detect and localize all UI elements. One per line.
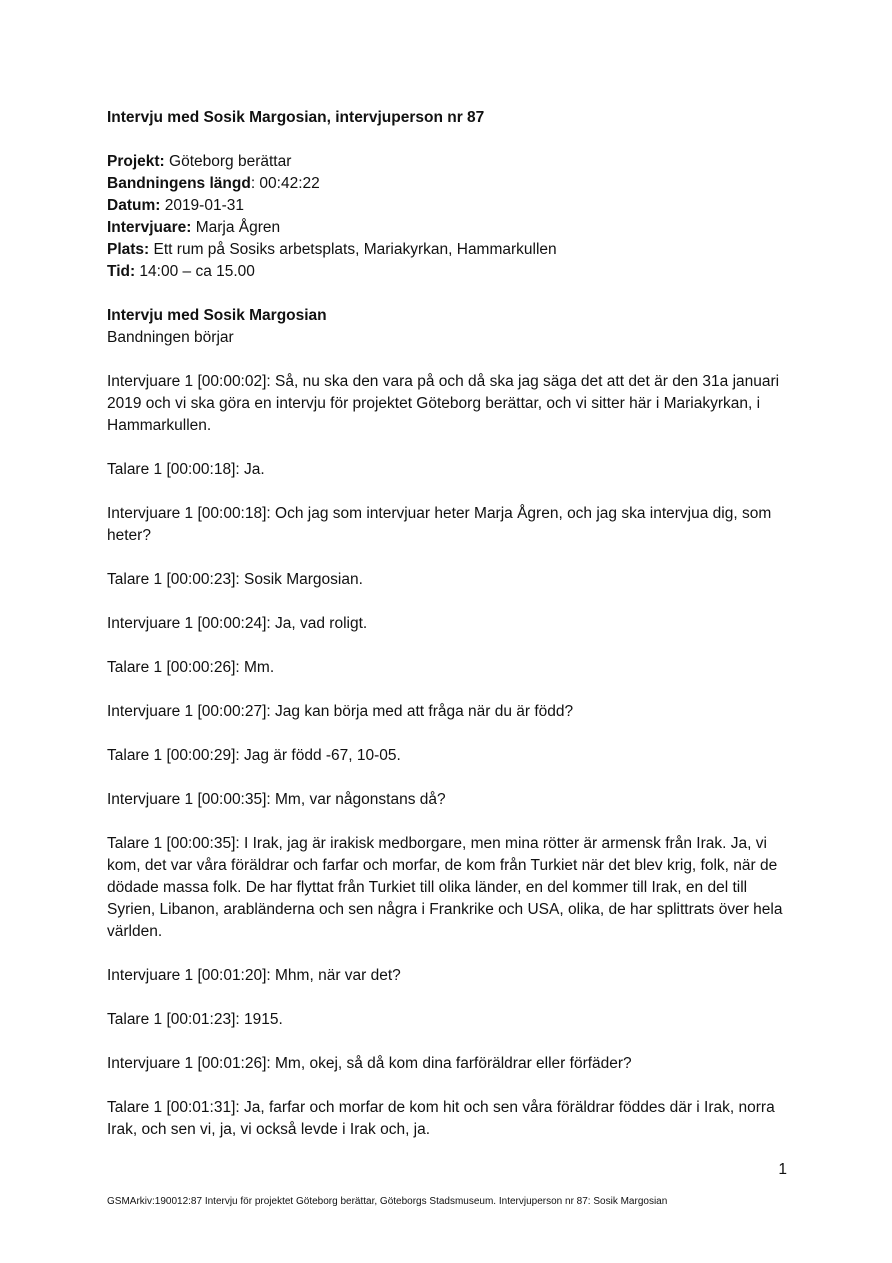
- meta-time: [107, 261, 797, 283]
- meta-label: Tid:: [107, 263, 136, 280]
- meta-value: Göteborg berättar: [164, 153, 292, 170]
- transcript-turn: Intervjuare 1 [00:00:35]: Mm, var någonstans då?: [107, 791, 446, 808]
- transcript-turn: Talare 1 [00:00:35]: I Irak, jag är irakisk medborgare, men mina rötter är armensk från Irak. Ja, vi kom, det var våra föräldrar och farfar och morfar, de kom från Turkiet när det blev krig, folk, när de dödade massa folk. De har flyttat från Turkiet till olika länder, en del kommer till Irak, en del till Syrien, Libanon, arabländerna och sen några i Frankrike och USA, olika, de har splittrats över hela världen.: [107, 835, 783, 940]
- meta-label: Intervjuare:: [107, 219, 192, 236]
- meta-label: Bandningens längd: [107, 175, 251, 192]
- document-body: [107, 107, 797, 1163]
- meta-project: [107, 151, 797, 173]
- transcript-turn: Talare 1 [00:00:26]: Mm.: [107, 659, 275, 676]
- meta-value: 2019-01-31: [160, 197, 244, 214]
- transcript-turn: Intervjuare 1 [00:00:02]: Så, nu ska den vara på och då ska jag säga det att det är den 31a januari 2019 och vi ska göra en intervju för projektet Göteborg berättar, och vi sitter här i Mariakyrkan, i Hammarkullen.: [107, 373, 780, 434]
- meta-value: Marja Ågren: [191, 219, 281, 236]
- transcript-turn: Talare 1 [00:01:31]: Ja, farfar och morfar de kom hit och sen våra föräldrar föddes där i Irak, norra Irak, och sen vi, ja, vi också levde i Irak och, ja.: [107, 1099, 775, 1138]
- meta-label: Datum:: [107, 197, 161, 214]
- interview-metadata: [107, 151, 797, 283]
- transcript-turn: Talare 1 [00:00:23]: Sosik Margosian.: [107, 571, 363, 588]
- meta-value: Ett rum på Sosiks arbetsplats, Mariakyrkan, Hammarkullen: [149, 241, 557, 258]
- meta-interviewer: [107, 217, 797, 239]
- transcript-turn: Talare 1 [00:00:18]: Ja.: [107, 461, 265, 478]
- meta-value: 14:00 – ca 15.00: [135, 263, 255, 280]
- page-footer: GSMArkiv:190012:87 Intervju för projektet Göteborg berättar, Göteborgs Stadsmuseum. Intervjuperson nr 87: Sosik Margosian: [107, 1196, 668, 1207]
- meta-value: : 00:42:22: [250, 175, 320, 192]
- transcript-turn: Intervjuare 1 [00:01:20]: Mhm, när var det?: [107, 967, 401, 984]
- page-number: 1: [778, 1161, 787, 1178]
- section-title: Intervju med Sosik Margosian: [107, 307, 327, 324]
- transcript-turn: Talare 1 [00:00:29]: Jag är född -67, 10-05.: [107, 747, 401, 764]
- meta-label: Plats:: [107, 241, 150, 258]
- transcript-turn: Intervjuare 1 [00:00:18]: Och jag som intervjuar heter Marja Ågren, och jag ska intervjua dig, som heter?: [107, 505, 772, 544]
- transcript-turn: Intervjuare 1 [00:00:27]: Jag kan börja med att fråga när du är född?: [107, 703, 574, 720]
- meta-label: Projekt:: [107, 153, 165, 170]
- meta-date: [107, 195, 797, 217]
- transcript-turn: Intervjuare 1 [00:00:24]: Ja, vad roligt.: [107, 615, 368, 632]
- transcript-turn: Intervjuare 1 [00:01:26]: Mm, okej, så då kom dina farföräldrar eller förfäder?: [107, 1055, 632, 1072]
- section-subtitle: Bandningen börjar: [107, 329, 234, 346]
- transcript-turn: Talare 1 [00:01:23]: 1915.: [107, 1011, 283, 1028]
- transcript: [107, 371, 797, 1141]
- meta-place: [107, 239, 797, 261]
- document-title: Intervju med Sosik Margosian, intervjuperson nr 87: [107, 109, 485, 126]
- meta-recording-length: [107, 173, 797, 195]
